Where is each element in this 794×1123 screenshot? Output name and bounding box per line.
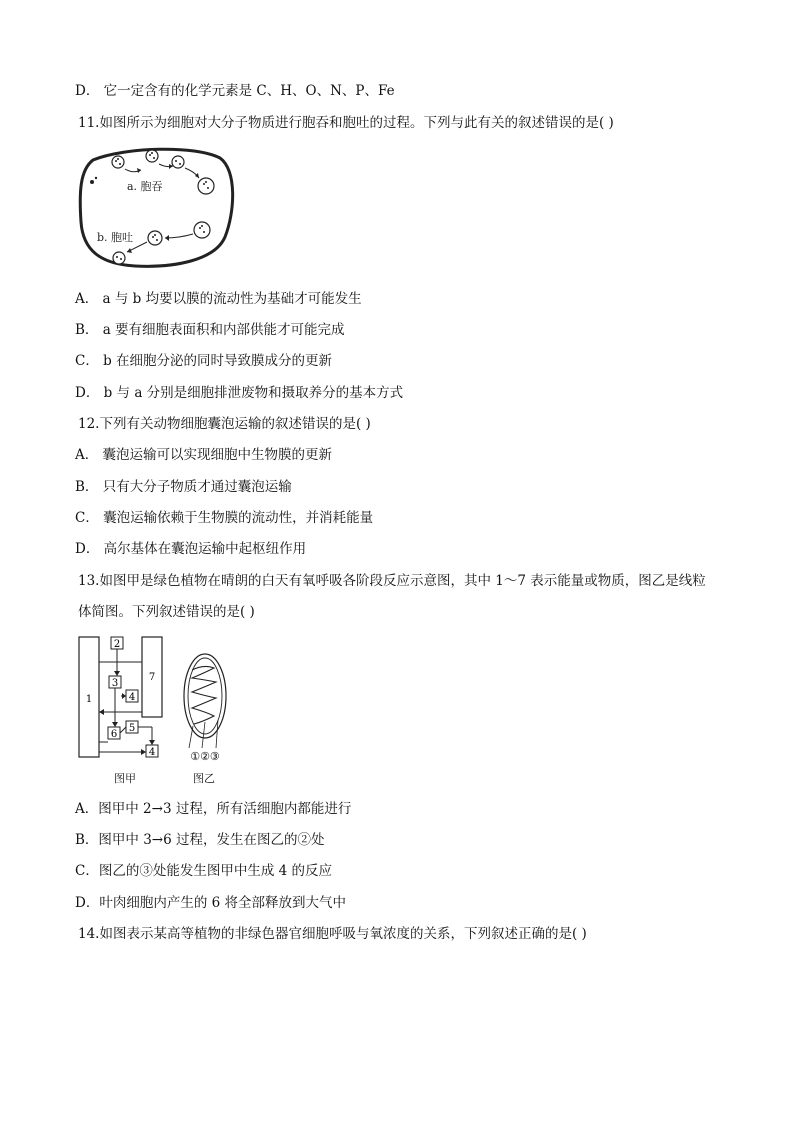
caption-figure-jia: 图甲: [114, 772, 136, 785]
label-endocytosis: a. 胞吞: [127, 180, 163, 193]
q12-option-a: A． 囊泡运输可以实现细胞中生物膜的更新: [75, 447, 333, 463]
q11-option-c: C． b 在细胞分泌的同时导致膜成分的更新: [75, 353, 333, 369]
q14-stem: 14.如图表示某高等植物的非绿色器官细胞呼吸与氧浓度的关系，下列叙述正确的是( ): [78, 926, 587, 942]
q13-stem-line1: 13.如图甲是绿色植物在晴朗的白天有氧呼吸各阶段反应示意图，其中 1～7 表示能量或物质，图乙是线粒: [78, 573, 706, 589]
q13-option-a: A．图甲中 2→3 过程，所有活细胞内都能进行: [75, 801, 352, 817]
figure-11-cell-diagram: [75, 142, 240, 272]
q11-option-a: A． a 与 b 均要以膜的流动性为基础才可能发生: [75, 291, 362, 307]
q13-stem-line2: 体简图。下列叙述错误的是( ): [78, 604, 255, 620]
q11-option-d: D． b 与 a 分别是细胞排泄废物和摄取养分的基本方式: [75, 385, 404, 401]
box-4-bottom: 4: [148, 747, 156, 758]
figure-13-yi: [180, 650, 230, 762]
box-3: 3: [111, 678, 119, 689]
box-7: 7: [148, 672, 156, 683]
q13-option-b: B．图甲中 3→6 过程，发生在图乙的②处: [75, 832, 325, 848]
box-6: 6: [110, 729, 118, 740]
q12-option-d: D． 高尔基体在囊泡运输中起枢纽作用: [75, 541, 307, 557]
q12-option-c: C． 囊泡运输依赖于生物膜的流动性，并消耗能量: [75, 510, 374, 526]
label-exocytosis: b. 胞吐: [97, 231, 134, 244]
box-1: 1: [85, 694, 93, 705]
q13-option-d: D．叶肉细胞内产生的 6 将全部释放到大气中: [75, 895, 346, 911]
figure-13-jia: [76, 634, 171, 762]
box-2: 2: [113, 639, 121, 650]
box-4: 4: [128, 692, 136, 703]
q13-option-c: C．图乙的③处能发生图甲中生成 4 的反应: [75, 863, 333, 879]
box-5: 5: [128, 723, 136, 734]
q12-stem: 12.下列有关动物细胞囊泡运输的叙述错误的是( ): [78, 416, 371, 432]
q11-stem: 11.如图所示为细胞对大分子物质进行胞吞和胞吐的过程。下列与此有关的叙述错误的是( ): [78, 115, 614, 131]
q11-option-b: B． a 要有细胞表面积和内部供能才可能完成: [75, 322, 345, 338]
mito-part-labels: ①②③: [190, 750, 220, 762]
q10-option-d: D． 它一定含有的化学元素是 C、H、O、N、P、Fe: [75, 83, 395, 99]
q12-option-b: B． 只有大分子物质才通过囊泡运输: [75, 479, 292, 495]
caption-figure-yi: 图乙: [193, 772, 215, 785]
